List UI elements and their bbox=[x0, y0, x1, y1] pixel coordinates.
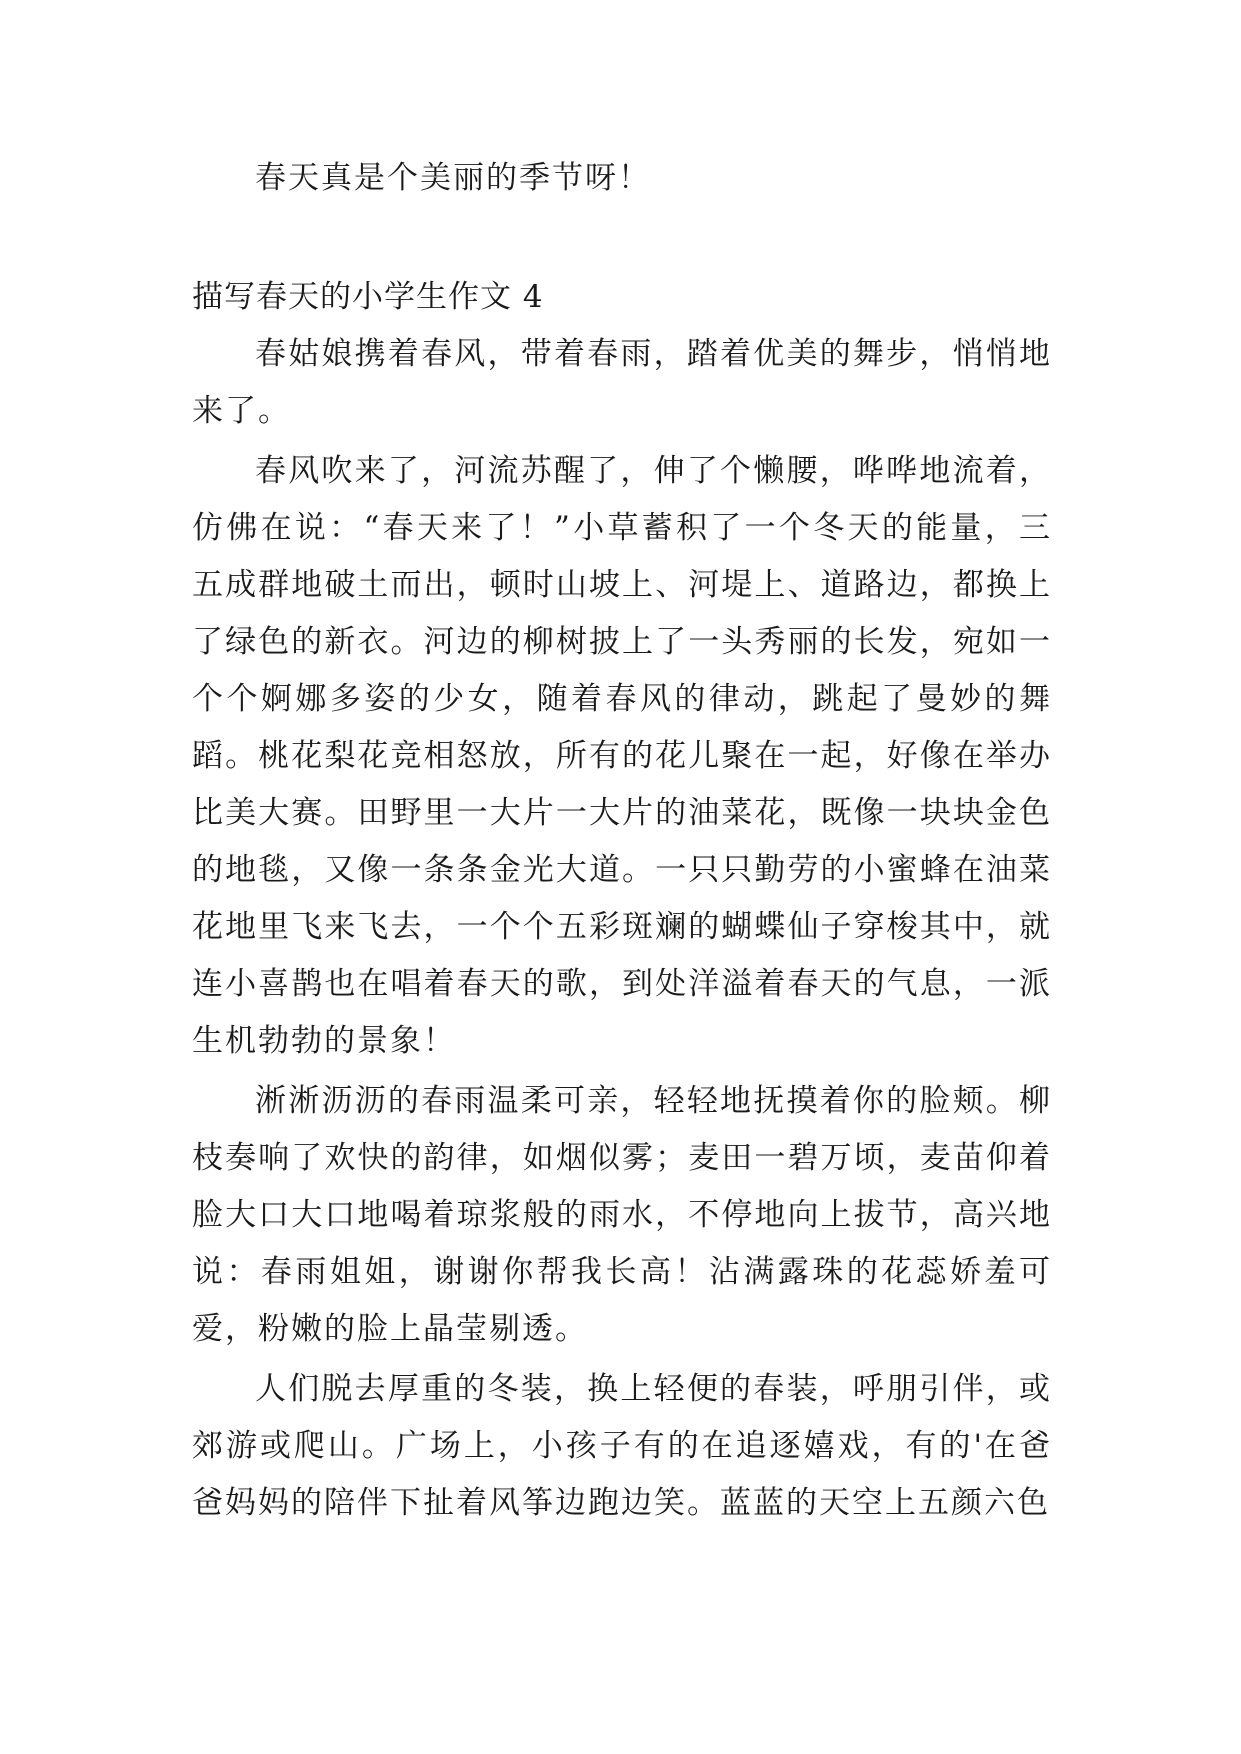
paragraph-1: 春姑娘携着春风，带着春雨，踏着优美的舞步，悄悄地来了。 bbox=[192, 336, 1052, 429]
paragraph-2: 春风吹来了，河流苏醒了，伸了个懒腰，哗哗地流着，仿佛在说：“春天来了！”小草蓄积了一个冬天的能量，三五成群地破土而出，顿时山坡上、河堤上、道路边，都换上了绿色的新衣。河边的柳树披上了一头秀丽的长发，宛如一个个婀娜多姿的少女，随着春风的律动，跳起了曼妙的舞蹈。桃花梨花竞相怒放，所有的花儿聚在一起，好像在举办比美大赛。田野里一大片一大片的油菜花，既像一块块金色的地毯，又像一条条金光大道。一只只勤劳的小蜜蜂在油菜花地里飞来飞去，一个个五彩斑斓的蝴蝶仙子穿梭其中，就连小喜鹊也在唱着春天的歌，到处洋溢着春天的气息，一派生机勃勃的景象！ bbox=[192, 453, 1052, 1059]
paragraph-4: 人们脱去厚重的冬装，换上轻便的春装，呼朋引伴，或郊游或爬山。广场上，小孩子有的在追逐嬉戏，有的'在爸爸妈妈的陪伴下扯着风筝边跑边笑。蓝蓝的天空上五颜六色 bbox=[192, 1371, 1052, 1521]
closing-line: 春天真是个美丽的季节呀！ bbox=[255, 160, 651, 196]
document-body bbox=[192, 150, 1052, 1532]
paragraph-3: 淅淅沥沥的春雨温柔可亲，轻轻地抚摸着你的脸颊。柳枝奏响了欢快的韵律，如烟似雾；麦田一碧万顷，麦苗仰着脸大口大口地喝着琼浆般的雨水，不停地向上拔节，高兴地说：春雨姐姐，谢谢你帮我长高！沾满露珠的花蕊娇羞可爱，粉嫩的脸上晶莹剔透。 bbox=[192, 1083, 1052, 1347]
essay-heading: 描写春天的小学生作文 4 bbox=[192, 279, 544, 315]
